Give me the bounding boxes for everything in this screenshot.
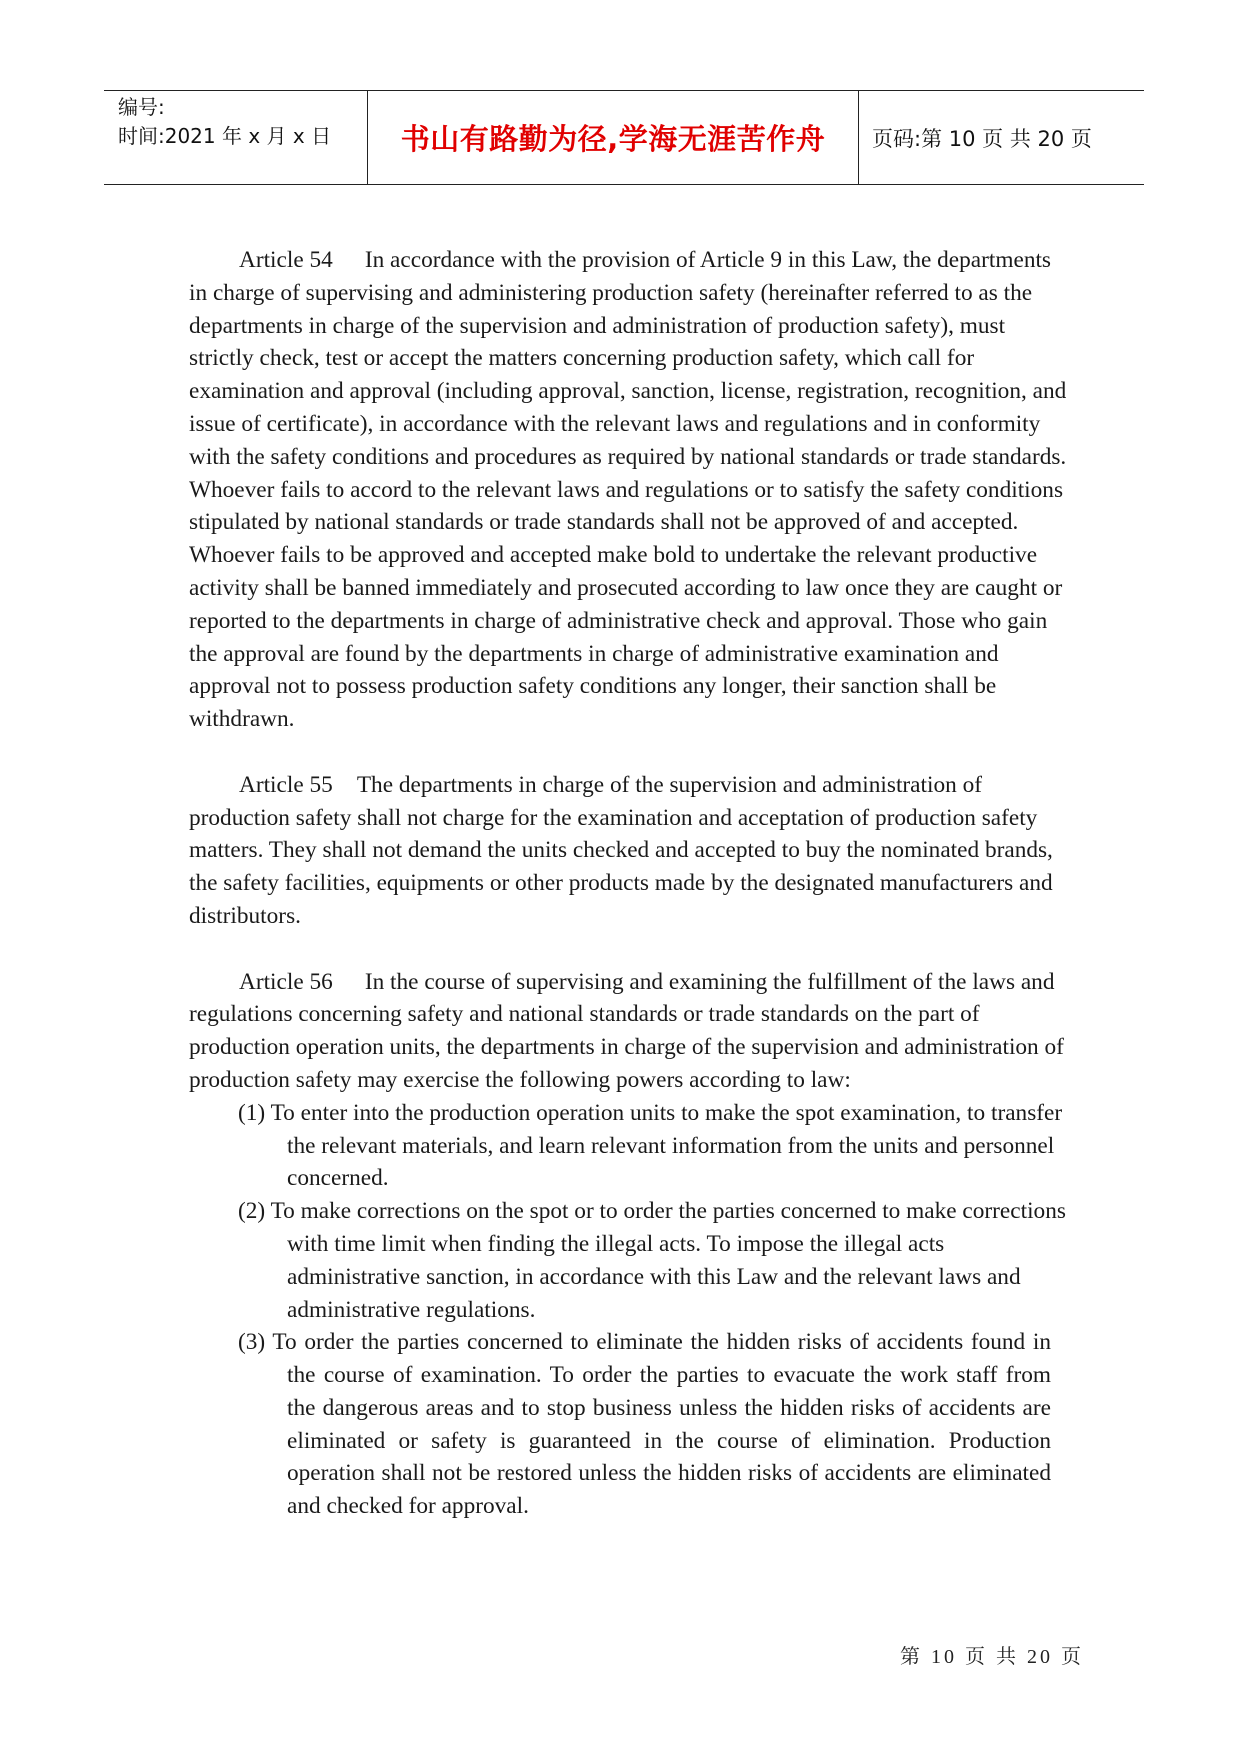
article-55 — [189, 769, 1069, 933]
article-text: In the course of supervising and examining the fulfillment of the laws and regulations concerning safety and national standards or trade standards on the part of production operation units, the departments in charge of the supervision and administration of production safety may exercise the following powers according to law: — [189, 968, 1064, 1093]
page-footer: 第 10 页 共 20 页 — [900, 1646, 1084, 1668]
header-motto: 书山有路勤为径,学海无涯苦作舟 — [368, 91, 859, 184]
document-time-label: 时间:2021 年 x 月 x 日 — [118, 124, 332, 148]
document-body — [189, 244, 1069, 1523]
article-text: The departments in charge of the supervision and administration of production safety shall not charge for the examination and acceptation of production safety matters. They shall not demand the units checked and accepted to buy the nominated brands, the safety facilities, equipments or other products made by the designated manufacturers and distributors. — [189, 771, 1053, 929]
header-page-info: 页码:第 10 页 共 20 页 — [872, 126, 1092, 151]
document-number-label: 编号: — [118, 95, 165, 119]
list-item: (2) To make corrections on the spot or to order the parties concerned to make corrections with time limit when finding the illegal acts. To impose the illegal acts administrative sanction, in accordance with this Law and the relevant laws and administrative regulations. — [238, 1198, 1066, 1323]
article-text: In accordance with the provision of Article 9 in this Law, the departments in charge of supervising and administering production safety (hereinafter referred to as the departments in charge of the supervision and administration of production safety), must strictly check, test or accept the matters concerning production safety, which call for examination and approval (including approval, sanction, license, registration, recognition, and issue of certificate), in accordance with the relevant laws and regulations and in conformity with the safety conditions and procedures as required by national standards or trade standards. Whoever fails to accord to the relevant laws and regulations or to satisfy the safety conditions stipulated by national standards or trade standards shall not be approved of and accepted. Whoever fails to be approved and accepted make bold to undertake the relevant productive activity shall be banned immediately and prosecuted according to law once they are caught or reported to the departments in charge of administrative check and approval. Those who gain the approval are found by the departments in charge of administrative examination and approval not to possess production safety conditions any longer, their sanction shall be withdrawn. — [189, 247, 1067, 733]
header-meta — [104, 91, 368, 184]
article-54 — [189, 244, 1069, 736]
page-header — [104, 90, 1144, 185]
article-label: Article 56 — [239, 968, 333, 995]
article-label: Article 54 — [239, 247, 333, 273]
list-item: (1) To enter into the production operation units to make the spot examination, to transfer the relevant materials, and learn relevant information from the units and personnel concerned. — [238, 1099, 1063, 1192]
article-label: Article 55 — [239, 771, 333, 798]
article-56 — [189, 966, 1069, 1097]
list-item: (3) To order the parties concerned to eliminate the hidden risks of accidents found in the course of examination. To order the parties to evacuate the work staff from the dangerous areas and to stop business unless the hidden risks of accidents are eliminated or safety is guaranteed in the course of elimination. Production operation shall not be restored unless the hidden risks of accidents are eliminated and checked for approval. — [238, 1329, 1051, 1520]
